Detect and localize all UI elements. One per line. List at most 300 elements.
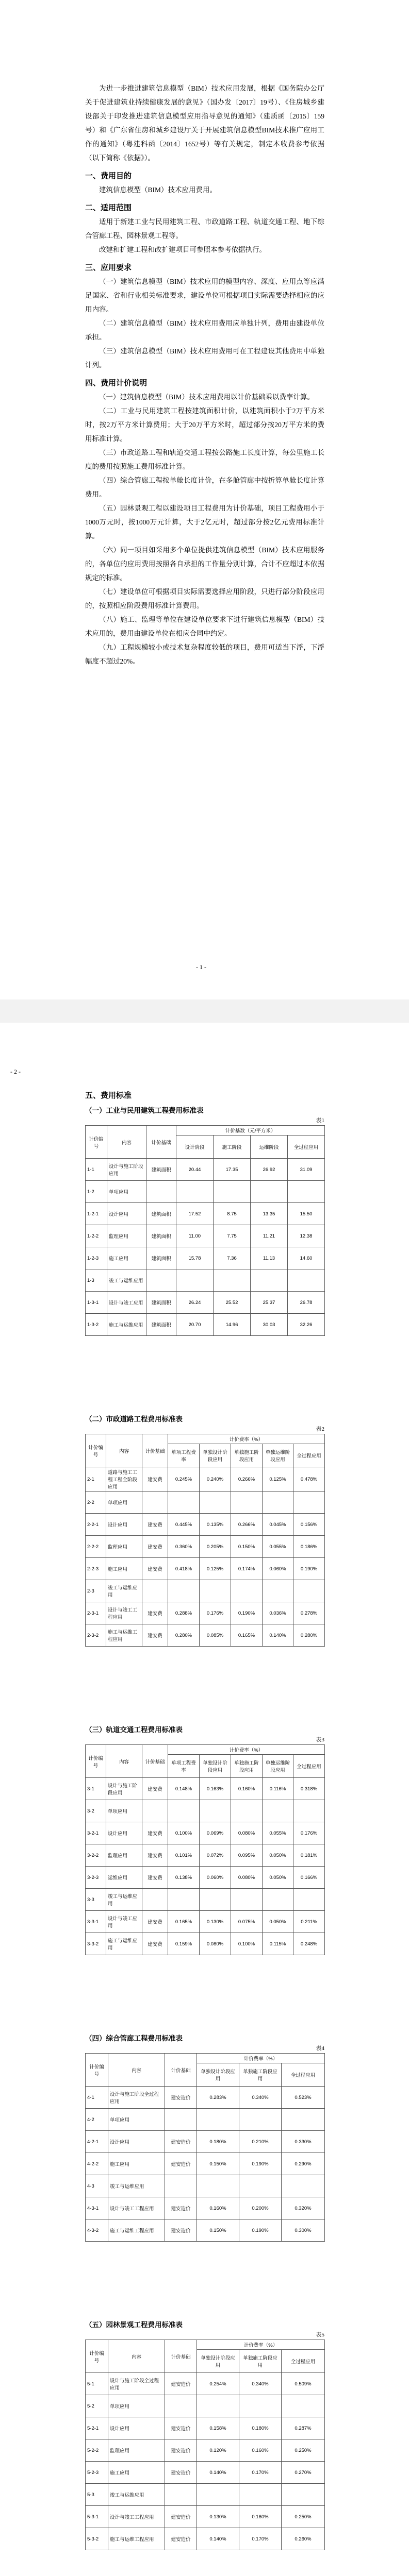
table-cell: 0.135% xyxy=(200,1514,231,1536)
table-cell: 0.158% xyxy=(197,2417,239,2439)
table-cell: 2-3-1 xyxy=(86,1602,106,1624)
table-title: （二）市政道路工程费用标准表 xyxy=(85,1415,183,1423)
table-cell: 0.125% xyxy=(263,1467,293,1492)
units-header: 计价基数（元/平方米） xyxy=(176,1126,325,1136)
requirement-text-c: （三）建筑信息模型（BIM）技术应用费用可在工程建设其他费用中单独计列。 xyxy=(85,347,324,369)
table-cell xyxy=(293,1800,325,1822)
table-cell: 0.140% xyxy=(263,1624,293,1647)
table-cell: 0.340% xyxy=(239,2373,282,2395)
table-cell: 0.280% xyxy=(293,1624,325,1647)
column-header: 计价基础 xyxy=(165,2054,197,2087)
table-cell: 建安费 xyxy=(142,1624,168,1647)
table-cell: 14.96 xyxy=(214,1314,251,1336)
table-cell: 0.060% xyxy=(200,1867,231,1889)
table-cell: 20.44 xyxy=(176,1159,214,1181)
table-cell: 20.70 xyxy=(176,1314,214,1336)
table-cell: 2-2-1 xyxy=(86,1514,106,1536)
table-row xyxy=(86,1889,325,1911)
table-cell: 设计与竣工工程应用 xyxy=(106,1602,142,1624)
table-cell: 设计与施工阶段应用 xyxy=(106,1778,142,1800)
table-cell: 0.288% xyxy=(168,1602,200,1624)
table-row xyxy=(86,2131,325,2153)
column-header: 计价编号 xyxy=(86,1126,107,1159)
column-header: 计价编号 xyxy=(86,2340,108,2373)
table-row xyxy=(86,1467,325,1492)
table-cell: 设计应用 xyxy=(108,2131,165,2153)
table-cell xyxy=(239,2109,282,2131)
table-cell: 单项应用 xyxy=(108,2109,165,2131)
table-cell: 0.170% xyxy=(239,2462,282,2484)
table-cell: 0.266% xyxy=(231,1514,263,1536)
table-cell: 0.125% xyxy=(200,1558,231,1580)
table-cell: 0.166% xyxy=(293,1867,325,1889)
table-cell: 施工与运维工程应用 xyxy=(106,1624,142,1647)
table-cell: 设计与施工阶段应用 xyxy=(107,1159,146,1181)
table-cell: 0.036% xyxy=(263,1602,293,1624)
table-cell: 0.318% xyxy=(293,1778,325,1800)
table-cell: 3-2-2 xyxy=(86,1844,106,1867)
column-header: 单独设计阶段应用 xyxy=(197,2063,239,2087)
column-header: 内容 xyxy=(108,2054,165,2087)
table-cell: 0.478% xyxy=(293,1467,325,1492)
table-cell: 2-2-2 xyxy=(86,1536,106,1558)
fee-table-block xyxy=(85,1105,324,1336)
table-cell: 0.160% xyxy=(197,2197,239,2219)
table-row xyxy=(86,1203,325,1225)
table-cell xyxy=(263,1800,293,1822)
table-cell: 0.211% xyxy=(293,1911,325,1933)
table-cell: 0.160% xyxy=(239,2506,282,2528)
column-header: 单独施工阶段应用 xyxy=(239,2063,282,2087)
table-cell xyxy=(293,1889,325,1911)
table-cell xyxy=(165,2109,197,2131)
table-row xyxy=(86,2109,325,2131)
table-cell xyxy=(142,1492,168,1514)
table-cell: 26.24 xyxy=(176,1292,214,1314)
table-cell: 0.100% xyxy=(168,1822,200,1844)
fee-table-block xyxy=(85,1413,324,1647)
column-header: 全过程应用 xyxy=(288,1136,325,1159)
section-heading-fees: 五、费用标准 xyxy=(85,1091,132,1100)
table-cell xyxy=(288,1269,325,1292)
table-row xyxy=(86,1181,325,1203)
table-cell xyxy=(263,1580,293,1602)
table-cell: 设计应用 xyxy=(108,2417,165,2439)
table-row xyxy=(86,1800,325,1822)
table-cell: 建安造价 xyxy=(165,2087,197,2109)
page-separator xyxy=(0,999,409,1023)
table-cell: 25.37 xyxy=(251,1292,288,1314)
table-row xyxy=(86,1225,325,1247)
column-header: 单独设计阶段应用 xyxy=(200,1444,231,1467)
table-row xyxy=(86,1314,325,1336)
table-row xyxy=(86,1492,325,1514)
table-number: 表5 xyxy=(316,2332,324,2338)
table-cell: 0.270% xyxy=(282,2462,325,2484)
column-header: 内容 xyxy=(106,1745,142,1778)
table-cell: 建安费 xyxy=(142,1558,168,1580)
fee-table xyxy=(85,1434,325,1647)
table-cell: 0.278% xyxy=(293,1602,325,1624)
table-cell: 0.176% xyxy=(293,1822,325,1844)
table-cell: 5-3-1 xyxy=(86,2506,108,2528)
table-cell xyxy=(231,1800,263,1822)
table-cell: 32.26 xyxy=(288,1314,325,1336)
table-cell: 竣工与运维应用 xyxy=(108,2175,165,2197)
scope-text-b: 改建和扩建工程和改扩建项目可参照本参考依据执行。 xyxy=(99,246,266,253)
table-cell xyxy=(200,1889,231,1911)
table-cell: 0.418% xyxy=(168,1558,200,1580)
table-row xyxy=(86,1558,325,1580)
table-cell: 0.523% xyxy=(282,2087,325,2109)
table-row xyxy=(86,2439,325,2462)
table-cell: 0.260% xyxy=(282,2528,325,2550)
table-row xyxy=(86,2395,325,2417)
column-header: 单独运维阶段应用 xyxy=(263,1755,293,1778)
table-cell xyxy=(288,1181,325,1203)
table-cell: 31.09 xyxy=(288,1159,325,1181)
table-cell: 0.165% xyxy=(231,1624,263,1647)
table-cell: 竣工与运维应用 xyxy=(108,2484,165,2506)
table-cell xyxy=(165,2395,197,2417)
table-cell: 建安造价 xyxy=(165,2417,197,2439)
table-cell xyxy=(142,1580,168,1602)
pricing-text-c: （三）市政道路工程和轨道交通工程按公路施工长度计算，每公里施工长度的费用按照施工费用标准计算。 xyxy=(85,449,324,470)
table-cell: 0.250% xyxy=(282,2439,325,2462)
table-cell: 0.050% xyxy=(263,1911,293,1933)
table-cell: 0.101% xyxy=(168,1844,200,1867)
table-cell: 11.00 xyxy=(176,1225,214,1247)
table-title: （一）工业与民用建筑工程费用标准表 xyxy=(85,1107,204,1114)
table-cell: 4-2-1 xyxy=(86,2131,108,2153)
table-row xyxy=(86,1933,325,1955)
table-cell: 0.055% xyxy=(263,1536,293,1558)
table-cell: 0.080% xyxy=(200,1933,231,1955)
column-header: 单独运维阶段应用 xyxy=(263,1444,293,1467)
table-cell: 26.78 xyxy=(288,1292,325,1314)
table-cell: 0.095% xyxy=(231,1844,263,1867)
table-row xyxy=(86,1580,325,1602)
table-cell xyxy=(168,1889,200,1911)
table-cell: 1-3-1 xyxy=(86,1292,107,1314)
table-cell: 0.240% xyxy=(200,1467,231,1492)
table-cell xyxy=(200,1492,231,1514)
column-header: 计价基础 xyxy=(142,1434,168,1467)
table-title: （三）轨道交通工程费用标准表 xyxy=(85,1726,183,1734)
table-cell: 5-3-2 xyxy=(86,2528,108,2550)
column-header: 内容 xyxy=(107,1126,146,1159)
table-cell: 单项应用 xyxy=(108,2395,165,2417)
table-cell xyxy=(231,1492,263,1514)
table-cell: 0.254% xyxy=(197,2373,239,2395)
table-cell xyxy=(197,2395,239,2417)
table-cell: 0.250% xyxy=(282,2506,325,2528)
table-cell: 0.130% xyxy=(197,2506,239,2528)
table-cell: 0.283% xyxy=(197,2087,239,2109)
table-cell: 0.190% xyxy=(293,1558,325,1580)
table-cell: 0.069% xyxy=(200,1822,231,1844)
table-row xyxy=(86,1292,325,1314)
table-cell: 4-3 xyxy=(86,2175,108,2197)
table-cell: 0.186% xyxy=(293,1536,325,1558)
table-cell xyxy=(282,2109,325,2131)
table-cell: 0.150% xyxy=(197,2153,239,2175)
column-header: 设计阶段 xyxy=(176,1136,214,1159)
pricing-text-f: （六）同一项目如采用多个单位提供建筑信息模型（BIM）技术应用服务的，各单位的应用费用按照各自承担的工作量分别计算，合计不应超过本依据规定的标准。 xyxy=(85,546,324,582)
table-cell: 监理应用 xyxy=(106,1536,142,1558)
table-cell: 设计与竣工工程应用 xyxy=(108,2197,165,2219)
column-header: 单独设计阶段应用 xyxy=(197,2350,239,2373)
units-header: 计价费率（%） xyxy=(168,1745,325,1755)
table-cell: 监理应用 xyxy=(108,2439,165,2462)
table-cell: 0.163% xyxy=(200,1778,231,1800)
table-cell: 2-2-3 xyxy=(86,1558,106,1580)
table-cell: 4-2 xyxy=(86,2109,108,2131)
table-cell: 建筑面积 xyxy=(146,1203,176,1225)
table-cell: 建安费 xyxy=(142,1933,168,1955)
requirement-text-a: （一）建筑信息模型（BIM）技术应用的模型内容、深度、应用点等应满足国家、省和行业相关标准要求，建设单位可根据项目实际需要选择相应的应用内容。 xyxy=(85,278,324,313)
table-row xyxy=(86,1822,325,1844)
table-cell: 设计与竣工工程应用 xyxy=(108,2506,165,2528)
table-cell xyxy=(263,1889,293,1911)
table-cell xyxy=(282,2395,325,2417)
table-cell: 2-3 xyxy=(86,1580,106,1602)
table-cell xyxy=(146,1269,176,1292)
column-header: 计价编号 xyxy=(86,1745,106,1778)
table-cell: 建安费 xyxy=(142,1467,168,1492)
table-cell: 施工与运维应用 xyxy=(107,1314,146,1336)
table-cell: 0.115% xyxy=(263,1933,293,1955)
table-row xyxy=(86,1778,325,1800)
table-cell: 0.170% xyxy=(239,2528,282,2550)
table-cell: 建安费 xyxy=(142,1514,168,1536)
table-row xyxy=(86,1911,325,1933)
section-heading-pricing: 四、费用计价说明 xyxy=(85,379,148,387)
table-cell: 建安费 xyxy=(142,1822,168,1844)
table-cell: 设计与施工阶段全过程应用 xyxy=(108,2087,165,2109)
table-cell: 0.085% xyxy=(200,1624,231,1647)
page-2-content xyxy=(85,1090,324,2550)
table-cell: 0.075% xyxy=(231,1911,263,1933)
page-1-content xyxy=(85,81,324,668)
table-cell: 0.205% xyxy=(200,1536,231,1558)
table-cell xyxy=(293,1580,325,1602)
column-header: 运维阶段 xyxy=(251,1136,288,1159)
fee-table xyxy=(85,1744,325,1955)
section-heading-requirements: 三、应用要求 xyxy=(85,263,132,272)
table-cell: 8.75 xyxy=(214,1203,251,1225)
table-cell: 5-1 xyxy=(86,2373,108,2395)
table-cell: 0.190% xyxy=(231,1602,263,1624)
table-cell: 0.287% xyxy=(282,2417,325,2439)
table-cell: 3-2-1 xyxy=(86,1822,106,1844)
table-cell: 4-2-2 xyxy=(86,2153,108,2175)
table-cell: 建安造价 xyxy=(165,2131,197,2153)
table-cell: 0.340% xyxy=(239,2087,282,2109)
table-cell xyxy=(142,1889,168,1911)
table-cell: 2-3-2 xyxy=(86,1624,106,1647)
table-cell: 建安造价 xyxy=(165,2219,197,2242)
table-cell: 设计应用 xyxy=(106,1514,142,1536)
table-cell xyxy=(239,2484,282,2506)
table-cell: 0.045% xyxy=(263,1514,293,1536)
table-cell xyxy=(214,1269,251,1292)
table-cell: 施工与运维应用 xyxy=(106,1933,142,1955)
table-cell: 施工应用 xyxy=(108,2153,165,2175)
fee-table-block xyxy=(85,2319,324,2550)
table-row xyxy=(86,1159,325,1181)
table-cell: 7.36 xyxy=(214,1247,251,1269)
table-cell: 0.300% xyxy=(282,2219,325,2242)
table-number: 表2 xyxy=(316,1426,324,1432)
pricing-text-g: （七）建设单位可根据项目实际需要选择应用阶段，只进行部分阶段应用的，按照相应阶段费用标准计算费用。 xyxy=(85,588,324,609)
intro-paragraph: 为进一步推进建筑信息模型（BIM）技术应用发展，根据《国务院办公厅关于促进建筑业持续健康发展的意见》（国办发〔2017〕19号）、《住房城乡建设部关于印发推进建筑信息模型应用指导意见的通知》（建质函〔2015〕159号）和《广东省住房和城乡建设厅关于开展建筑信息模型BIM技术推广应用工作的通知》（粤建科函〔2014〕1652号）等有关规定，制定本收费参考依据（以下简称《依据》）。 xyxy=(85,84,324,162)
table-cell: 11.21 xyxy=(251,1225,288,1247)
column-header: 单独施工阶段应用 xyxy=(231,1444,263,1467)
section-heading-scope: 二、适用范围 xyxy=(85,204,132,212)
table-cell: 0.190% xyxy=(239,2153,282,2175)
table-cell: 0.140% xyxy=(197,2462,239,2484)
pricing-text-b: （二）工业与民用建筑工程按建筑面积计价，以建筑面积小于2万平方米时，按2万平方米计算费用；大于20万平方米时，超过部分按20万平方米的费用标准计算。 xyxy=(85,407,324,443)
table-cell: 建筑面积 xyxy=(146,1292,176,1314)
table-cell: 设计与竣工应用 xyxy=(106,1911,142,1933)
table-row xyxy=(86,1844,325,1867)
table-row xyxy=(86,2506,325,2528)
table-cell: 0.080% xyxy=(231,1822,263,1844)
fee-table-block xyxy=(85,1724,324,1955)
table-cell: 15.78 xyxy=(176,1247,214,1269)
table-cell: 1-1 xyxy=(86,1159,107,1181)
column-header: 单独施工阶段应用 xyxy=(231,1755,263,1778)
pricing-text-d: （四）综合管廊工程按单舱长度计价，在多舱管廊中按折算单舱长度计算费用。 xyxy=(85,477,324,498)
table-row xyxy=(86,2153,325,2175)
table-cell: 0.266% xyxy=(231,1467,263,1492)
table-cell: 建筑面积 xyxy=(146,1314,176,1336)
table-cell: 建安费 xyxy=(142,1911,168,1933)
table-cell: 0.174% xyxy=(231,1558,263,1580)
table-cell: 0.360% xyxy=(168,1536,200,1558)
table-cell: 0.080% xyxy=(231,1867,263,1889)
table-cell: 建安造价 xyxy=(165,2462,197,2484)
table-cell: 0.050% xyxy=(263,1867,293,1889)
table-cell xyxy=(200,1800,231,1822)
table-cell: 运维应用 xyxy=(106,1867,142,1889)
table-cell: 建安费 xyxy=(142,1867,168,1889)
table-cell xyxy=(282,2484,325,2506)
table-cell: 2-1 xyxy=(86,1467,106,1492)
column-header: 施工阶段 xyxy=(214,1136,251,1159)
table-cell: 建安造价 xyxy=(165,2528,197,2550)
table-cell: 0.138% xyxy=(168,1867,200,1889)
pricing-text-a: （一）建筑信息模型（BIM）技术应用费用以计价基础乘以费率计算。 xyxy=(99,393,315,401)
table-cell xyxy=(231,1580,263,1602)
column-header: 单项工程费率 xyxy=(168,1755,200,1778)
table-cell: 建筑面积 xyxy=(146,1159,176,1181)
table-cell: 1-3 xyxy=(86,1269,107,1292)
table-row xyxy=(86,1624,325,1647)
column-header: 单独施工阶段应用 xyxy=(239,2350,282,2373)
page-1 xyxy=(0,0,409,999)
table-cell: 4-1 xyxy=(86,2087,108,2109)
table-cell: 建筑面积 xyxy=(146,1247,176,1269)
column-header: 全过程应用 xyxy=(293,1444,325,1467)
table-cell: 建安费 xyxy=(142,1602,168,1624)
table-cell xyxy=(239,2395,282,2417)
table-row xyxy=(86,1602,325,1624)
table-cell: 建安费 xyxy=(142,1536,168,1558)
table-cell xyxy=(168,1800,200,1822)
table-row xyxy=(86,2219,325,2242)
table-cell: 5-2-3 xyxy=(86,2462,108,2484)
requirement-text-b: （二）建筑信息模型（BIM）技术应用费用应单独计列，费用由建设单位承担。 xyxy=(85,319,324,341)
table-cell: 建安费 xyxy=(142,1778,168,1800)
table-cell: 0.509% xyxy=(282,2373,325,2395)
column-header: 计价编号 xyxy=(86,2054,108,2087)
table-row xyxy=(86,1536,325,1558)
table-cell: 建安费 xyxy=(142,1844,168,1867)
table-cell: 0.176% xyxy=(200,1602,231,1624)
table-cell: 单项应用 xyxy=(106,1800,142,1822)
table-cell: 4-3-2 xyxy=(86,2219,108,2242)
table-cell: 设计与竣工应用 xyxy=(107,1292,146,1314)
column-header: 全过程应用 xyxy=(282,2063,325,2087)
table-cell: 施工与运维工程应用 xyxy=(108,2528,165,2550)
fee-table-block xyxy=(85,2032,324,2242)
table-cell xyxy=(146,1181,176,1203)
fee-table xyxy=(85,2053,325,2242)
table-cell: 0.130% xyxy=(200,1911,231,1933)
table-cell xyxy=(251,1181,288,1203)
table-cell: 3-2 xyxy=(86,1800,106,1822)
table-cell: 0.320% xyxy=(282,2197,325,2219)
table-cell: 0.248% xyxy=(293,1933,325,1955)
table-cell: 3-3-2 xyxy=(86,1933,106,1955)
table-row xyxy=(86,2087,325,2109)
table-row xyxy=(86,1269,325,1292)
table-cell: 0.100% xyxy=(231,1933,263,1955)
table-cell: 竣工与运维应用 xyxy=(106,1889,142,1911)
table-cell: 5-3 xyxy=(86,2484,108,2506)
table-cell: 建安造价 xyxy=(165,2153,197,2175)
pricing-text-i: （九）工程规模较小或技术复杂程度较低的项目，费用可适当下浮，下浮幅度不超过20%。 xyxy=(85,643,324,665)
table-cell: 17.35 xyxy=(214,1159,251,1181)
column-header: 内容 xyxy=(106,1434,142,1467)
table-row xyxy=(86,1514,325,1536)
table-cell xyxy=(165,2175,197,2197)
table-cell: 0.150% xyxy=(197,2219,239,2242)
table-cell: 2-2 xyxy=(86,1492,106,1514)
table-cell xyxy=(168,1580,200,1602)
table-cell: 设计应用 xyxy=(107,1203,146,1225)
table-cell: 建安造价 xyxy=(165,2373,197,2395)
pricing-text-e: （五）园林景观工程以建设项目工程费用为计价基础，项目工程费用小于1000万元时，按1000万元计算，大于2亿元时，超过部分按2亿元费用标准计算。 xyxy=(85,504,324,540)
table-cell: 建安造价 xyxy=(165,2506,197,2528)
column-header: 计价基础 xyxy=(165,2340,197,2373)
page-number: - 2 - xyxy=(10,1068,21,1075)
table-cell: 3-2-3 xyxy=(86,1867,106,1889)
table-cell: 5-2-1 xyxy=(86,2417,108,2439)
table-cell: 设计与施工阶段全过程应用 xyxy=(108,2373,165,2395)
table-number: 表4 xyxy=(316,2045,324,2052)
column-header: 计价编号 xyxy=(86,1434,106,1467)
table-cell xyxy=(282,2175,325,2197)
table-row xyxy=(86,2417,325,2439)
fee-tables xyxy=(85,1105,324,2550)
table-cell: 4-3-1 xyxy=(86,2197,108,2219)
table-cell: 竣工与运维应用 xyxy=(106,1580,142,1602)
table-cell xyxy=(251,1269,288,1292)
column-header: 单项工程费率 xyxy=(168,1444,200,1467)
